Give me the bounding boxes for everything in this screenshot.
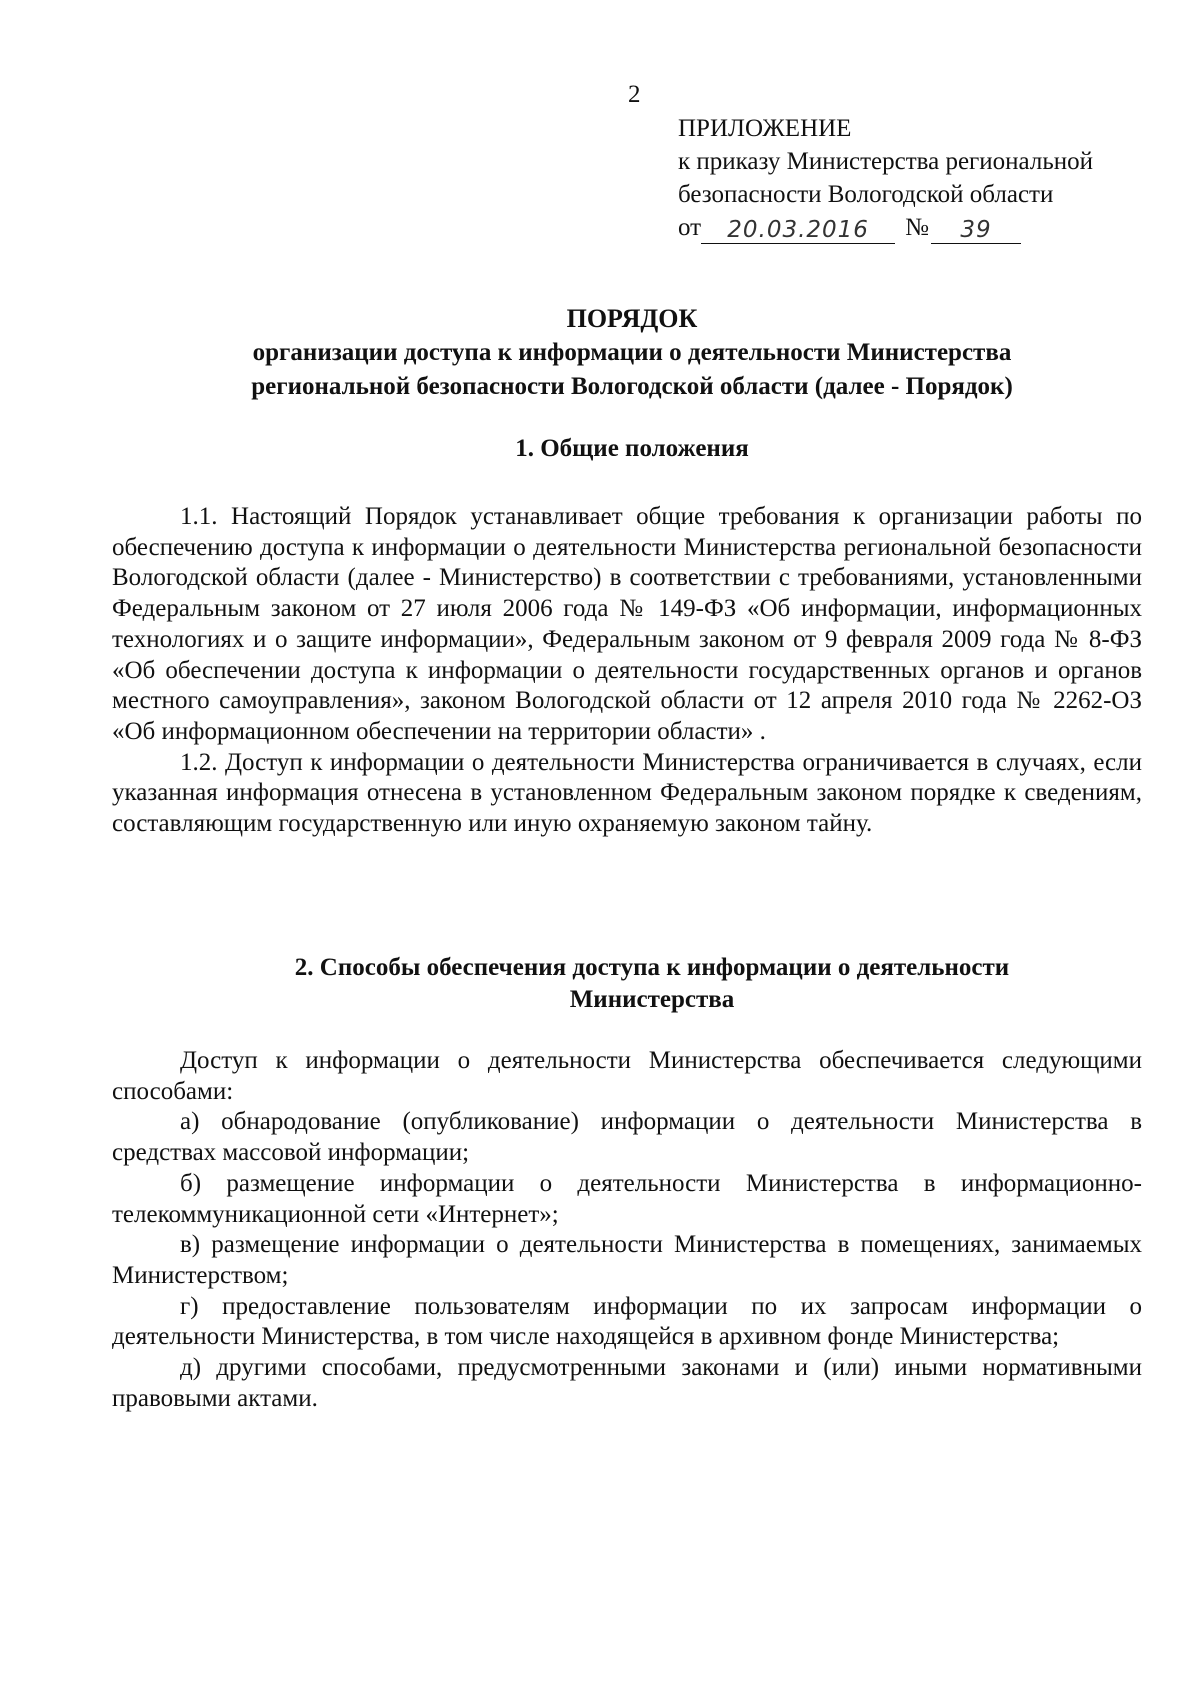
title-main: ПОРЯДОК [566,304,698,333]
title-line-1: организации доступа к информации о деятельности Министерства [252,339,1012,366]
paragraph-2-c: в) размещение информации о деятельности Министерства в помещениях, занимаемых Министерством; [112,1231,1142,1289]
paragraph-2-d: г) предоставление пользователям информации по их запросам информации о деятельности Министерства, в том числе находящейся в архивном фонде Министерства; [112,1292,1142,1351]
title-line-2: региональной безопасности Вологодской области (далее - Порядок) [251,373,1013,400]
paragraph-2-b: б) размещение информации о деятельности Министерства в информационно-телекоммуникационной сети «Интернет»; [112,1169,1142,1228]
handwritten-date: 20.03.2016 [701,217,895,244]
paragraph-2-a: а) обнародование (опубликование) информации о деятельности Министерства в средствах массовой информации; [112,1108,1142,1167]
page-number: 2 [628,81,641,108]
section-1-body [112,502,1142,840]
section-2-heading: 2. Способы обеспечения доступа к информации о деятельности Министерства [294,954,1010,1013]
number-label: № [905,214,929,241]
paragraph-1-2: 1.2. Доступ к информации о деятельности Министерства ограничивается в случаях, если указанная информация отнесена в установленном Федеральным законом порядке к сведениям, составляющим государственную или иную охраняемую законом тайну. [112,748,1142,838]
appendix-line-1: к приказу Министерства региональной [678,148,1094,175]
order-date-number [678,211,1178,244]
appendix-line-2: безопасности Вологодской области [678,181,1054,208]
date-prefix: от [678,214,702,241]
paragraph-1-1: 1.1. Настоящий Порядок устанавливает общие требования к организации работы по обеспечению доступа к информации о деятельности Министерства региональной безопасности Вологодской области (далее - Министерство) в соответствии с требованиями, установленными Федеральным законом от 27 июля 2006 года № 149-ФЗ «Об информации, информационных технологиях и о защите информации», Федеральным законом от 9 февраля 2009 года № 8-ФЗ «Об обеспечении доступа к информации о деятельности государственных органов и органов местного самоуправления», законом Вологодской области от 12 апреля 2010 года № 2262-ОЗ «Об информационном обеспечении на территории области» . [112,503,1142,745]
appendix-title: ПРИЛОЖЕНИЕ [678,115,852,142]
section-2-body [112,1046,1142,1414]
paragraph-2-e: д) другими способами, предусмотренными законами и (или) иными нормативными правовыми актами. [112,1354,1142,1412]
section-1-heading: 1. Общие положения [515,435,749,462]
document-title [112,302,1152,404]
appendix-block [678,112,1178,244]
handwritten-number: 39 [931,217,1021,244]
paragraph-2-intro: Доступ к информации о деятельности Министерства обеспечивается следующими способами: [112,1047,1142,1105]
